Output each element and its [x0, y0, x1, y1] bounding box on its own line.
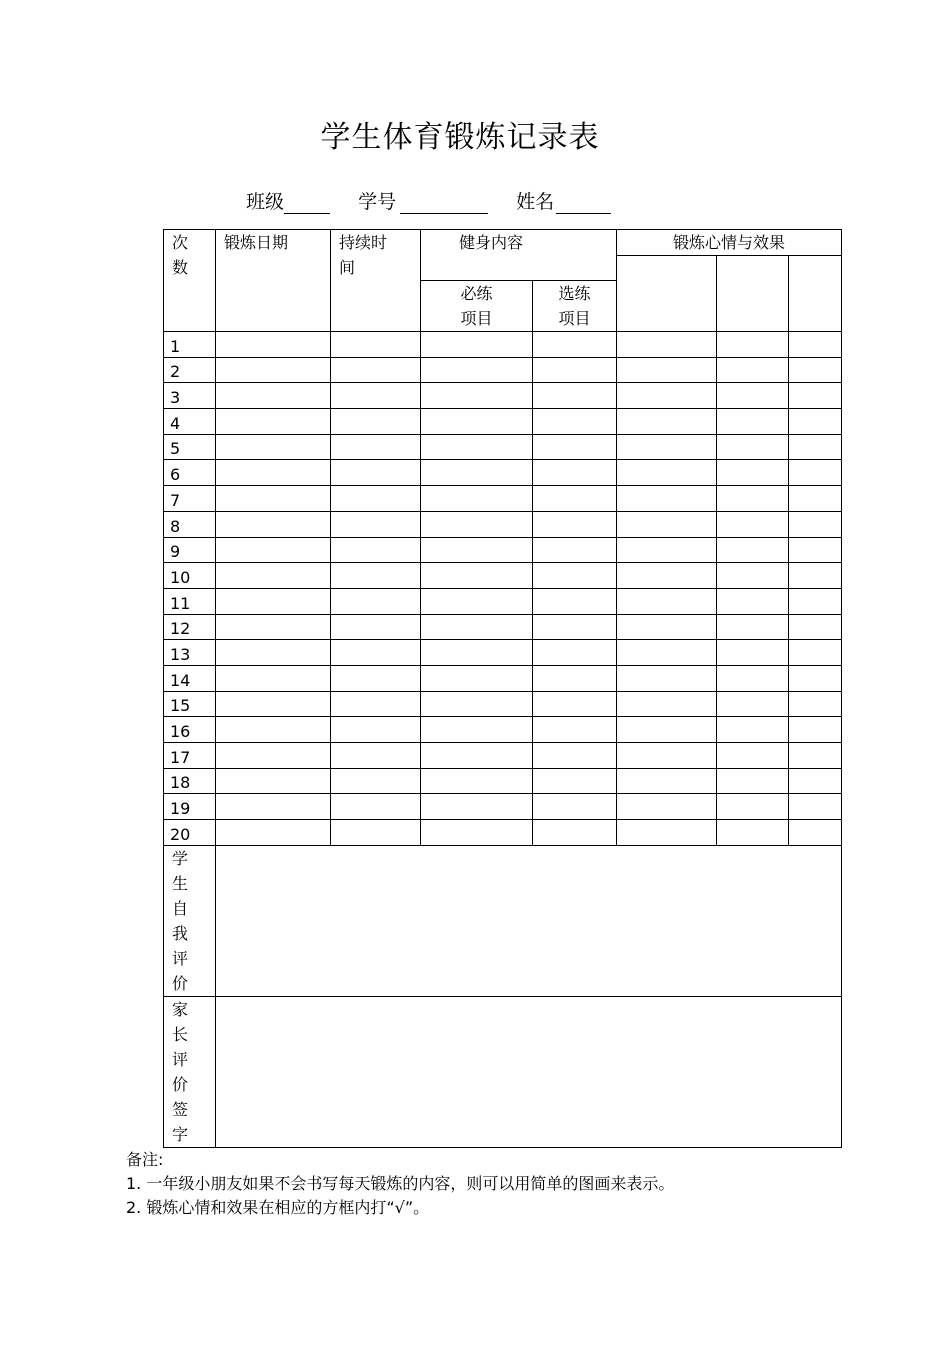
- entry-cell[interactable]: [331, 357, 421, 383]
- entry-cell[interactable]: [617, 383, 717, 409]
- table-row: [164, 665, 842, 691]
- entry-cell[interactable]: [617, 743, 717, 769]
- row-number: 13: [164, 640, 216, 666]
- entry-cell[interactable]: [617, 794, 717, 820]
- table-row: [164, 434, 842, 460]
- row-number: 2: [164, 357, 216, 383]
- table-row: [164, 691, 842, 717]
- entry-cell[interactable]: [533, 794, 617, 820]
- entry-cell[interactable]: [717, 768, 789, 794]
- entry-cell[interactable]: [717, 614, 789, 640]
- entry-cell[interactable]: [533, 665, 617, 691]
- entry-cell[interactable]: [717, 537, 789, 563]
- entry-cell[interactable]: [533, 486, 617, 512]
- entry-cell[interactable]: [216, 640, 331, 666]
- entry-cell[interactable]: [421, 820, 533, 846]
- entry-cell[interactable]: [617, 486, 717, 512]
- entry-cell[interactable]: [421, 743, 533, 769]
- header-required: 必练 项目: [421, 281, 533, 332]
- entry-cell[interactable]: [533, 409, 617, 435]
- entry-cell[interactable]: [331, 460, 421, 486]
- entry-cell[interactable]: [331, 537, 421, 563]
- entry-cell[interactable]: [617, 820, 717, 846]
- row-number: 18: [164, 768, 216, 794]
- entry-cell[interactable]: [216, 357, 331, 383]
- entry-cell[interactable]: [789, 460, 842, 486]
- table-row: [164, 537, 842, 563]
- entry-cell[interactable]: [717, 691, 789, 717]
- entry-cell[interactable]: [533, 332, 617, 358]
- student-no-field[interactable]: [400, 191, 488, 214]
- parent-eval-area[interactable]: [216, 996, 842, 1147]
- entry-cell[interactable]: [617, 537, 717, 563]
- table-row: [164, 486, 842, 512]
- entry-cell[interactable]: [533, 717, 617, 743]
- header-duration: 持续时 间: [331, 230, 421, 332]
- entry-cell[interactable]: [617, 665, 717, 691]
- entry-cell[interactable]: [421, 332, 533, 358]
- entry-cell[interactable]: [789, 717, 842, 743]
- table-row: [164, 794, 842, 820]
- entry-cell[interactable]: [789, 486, 842, 512]
- entry-cell[interactable]: [789, 511, 842, 537]
- entry-cell[interactable]: [331, 665, 421, 691]
- entry-cell[interactable]: [789, 409, 842, 435]
- entry-cell[interactable]: [717, 820, 789, 846]
- entry-cell[interactable]: [421, 486, 533, 512]
- note-item-1: 1. 一年级小朋友如果不会书写每天锻炼的内容，则可以用简单的图画来表示。: [126, 1174, 675, 1193]
- entry-cell[interactable]: [216, 486, 331, 512]
- entry-cell[interactable]: [617, 614, 717, 640]
- entry-cell[interactable]: [533, 537, 617, 563]
- entry-cell[interactable]: [216, 332, 331, 358]
- entry-cell[interactable]: [421, 588, 533, 614]
- notes: [126, 1148, 674, 1220]
- entry-cell[interactable]: [216, 665, 331, 691]
- entry-cell[interactable]: [533, 614, 617, 640]
- entry-cell[interactable]: [421, 563, 533, 589]
- table-row: [164, 717, 842, 743]
- row-number: 3: [164, 383, 216, 409]
- entry-cell[interactable]: [617, 357, 717, 383]
- entry-cell[interactable]: [331, 434, 421, 460]
- table-row: [164, 357, 842, 383]
- entry-cell[interactable]: [216, 820, 331, 846]
- entry-cell[interactable]: [216, 383, 331, 409]
- entry-cell[interactable]: [331, 691, 421, 717]
- entry-cell[interactable]: [717, 665, 789, 691]
- entry-cell[interactable]: [533, 434, 617, 460]
- entry-cell[interactable]: [789, 383, 842, 409]
- entry-cell[interactable]: [421, 691, 533, 717]
- student-no-label: 学号: [358, 191, 397, 213]
- entry-cell[interactable]: [421, 768, 533, 794]
- parent-eval-row: [164, 996, 842, 1147]
- row-number: 14: [164, 665, 216, 691]
- entry-cell[interactable]: [421, 434, 533, 460]
- row-number: 17: [164, 743, 216, 769]
- table-row: [164, 332, 842, 358]
- entry-cell[interactable]: [421, 409, 533, 435]
- self-eval-label: 学 生 自 我 评 价: [164, 845, 216, 996]
- entry-cell[interactable]: [617, 460, 717, 486]
- table-row: [164, 409, 842, 435]
- row-number: 8: [164, 511, 216, 537]
- entry-cell[interactable]: [421, 357, 533, 383]
- entry-cell[interactable]: [533, 460, 617, 486]
- entry-cell[interactable]: [717, 486, 789, 512]
- entry-cell[interactable]: [533, 768, 617, 794]
- entry-cell[interactable]: [717, 357, 789, 383]
- entry-cell[interactable]: [717, 563, 789, 589]
- table-row: [164, 588, 842, 614]
- entry-cell[interactable]: [421, 717, 533, 743]
- entry-cell[interactable]: [617, 588, 717, 614]
- entry-cell[interactable]: [533, 640, 617, 666]
- entry-cell[interactable]: [216, 614, 331, 640]
- entry-cell[interactable]: [717, 640, 789, 666]
- mood-cell-c[interactable]: [789, 256, 842, 332]
- entry-cell[interactable]: [533, 691, 617, 717]
- row-number: 15: [164, 691, 216, 717]
- entry-cell[interactable]: [717, 434, 789, 460]
- entry-cell[interactable]: [331, 563, 421, 589]
- entry-cell[interactable]: [789, 434, 842, 460]
- entry-cell[interactable]: [216, 768, 331, 794]
- entry-cell[interactable]: [331, 794, 421, 820]
- row-number: 1: [164, 332, 216, 358]
- row-number: 6: [164, 460, 216, 486]
- entry-cell[interactable]: [331, 717, 421, 743]
- entry-cell[interactable]: [717, 460, 789, 486]
- entry-cell[interactable]: [789, 357, 842, 383]
- table-row: [164, 563, 842, 589]
- entry-cell[interactable]: [216, 691, 331, 717]
- entry-cell[interactable]: [216, 794, 331, 820]
- entry-cell[interactable]: [331, 768, 421, 794]
- entry-cell[interactable]: [789, 640, 842, 666]
- entry-cell[interactable]: [421, 460, 533, 486]
- self-eval-area[interactable]: [216, 845, 842, 996]
- entry-cell[interactable]: [617, 768, 717, 794]
- mood-cell-b[interactable]: [717, 256, 789, 332]
- entry-cell[interactable]: [789, 794, 842, 820]
- entry-cell[interactable]: [331, 332, 421, 358]
- page-title: 学生体育锻炼记录表: [320, 120, 600, 155]
- entry-cell[interactable]: [216, 460, 331, 486]
- row-number: 10: [164, 563, 216, 589]
- row-number: 7: [164, 486, 216, 512]
- name-label: 姓名: [516, 191, 555, 213]
- entry-cell[interactable]: [331, 588, 421, 614]
- entry-cell[interactable]: [717, 588, 789, 614]
- entry-cell[interactable]: [789, 332, 842, 358]
- entry-cell[interactable]: [617, 640, 717, 666]
- table-row: [164, 768, 842, 794]
- entry-cell[interactable]: [216, 588, 331, 614]
- row-number: 9: [164, 537, 216, 563]
- entry-cell[interactable]: [617, 691, 717, 717]
- name-field[interactable]: [556, 191, 611, 214]
- note-item-2: 2. 锻炼心情和效果在相应的方框内打“√”。: [126, 1198, 430, 1217]
- class-label: 班级: [246, 191, 285, 213]
- entry-cell[interactable]: [533, 511, 617, 537]
- table-row: [164, 640, 842, 666]
- entry-cell[interactable]: [533, 820, 617, 846]
- notes-heading: 备注:: [126, 1150, 164, 1169]
- entry-cell[interactable]: [421, 537, 533, 563]
- entry-cell[interactable]: [421, 383, 533, 409]
- entry-cell[interactable]: [717, 409, 789, 435]
- entry-cell[interactable]: [421, 640, 533, 666]
- row-number: 5: [164, 434, 216, 460]
- entry-cell[interactable]: [717, 794, 789, 820]
- entry-cell[interactable]: [331, 486, 421, 512]
- entry-cell[interactable]: [216, 434, 331, 460]
- entry-cell[interactable]: [533, 383, 617, 409]
- entry-cell[interactable]: [789, 614, 842, 640]
- table-row: [164, 511, 842, 537]
- entry-cell[interactable]: [717, 332, 789, 358]
- entry-cell[interactable]: [533, 743, 617, 769]
- entry-cell[interactable]: [421, 614, 533, 640]
- entry-cell[interactable]: [789, 820, 842, 846]
- entry-cell[interactable]: [789, 563, 842, 589]
- header-date: 锻炼日期: [216, 230, 331, 332]
- entry-cell[interactable]: [331, 409, 421, 435]
- entry-cell[interactable]: [533, 357, 617, 383]
- entry-cell[interactable]: [717, 383, 789, 409]
- entry-cell[interactable]: [789, 743, 842, 769]
- entry-cell[interactable]: [216, 511, 331, 537]
- entry-cell[interactable]: [533, 563, 617, 589]
- row-number: 11: [164, 588, 216, 614]
- header-content: 健身内容: [421, 230, 617, 281]
- row-number: 19: [164, 794, 216, 820]
- table-row: [164, 614, 842, 640]
- record-table: [163, 229, 842, 1148]
- entry-cell[interactable]: [331, 614, 421, 640]
- parent-eval-label: 家 长 评 价 签 字: [164, 996, 216, 1147]
- class-field[interactable]: [284, 191, 330, 214]
- entry-cell[interactable]: [717, 717, 789, 743]
- entry-cell[interactable]: [331, 511, 421, 537]
- table-row: [164, 460, 842, 486]
- row-number: 16: [164, 717, 216, 743]
- self-eval-row: [164, 845, 842, 996]
- row-number: 4: [164, 409, 216, 435]
- entry-cell[interactable]: [789, 588, 842, 614]
- entry-cell[interactable]: [421, 794, 533, 820]
- table-row: [164, 743, 842, 769]
- entry-cell[interactable]: [789, 691, 842, 717]
- entry-cell[interactable]: [617, 563, 717, 589]
- entry-cell[interactable]: [617, 434, 717, 460]
- entry-cell[interactable]: [617, 409, 717, 435]
- entry-cell[interactable]: [216, 717, 331, 743]
- header-mood: 锻炼心情与效果: [617, 230, 842, 256]
- table-row: [164, 820, 842, 846]
- entry-cell[interactable]: [617, 717, 717, 743]
- entry-cell[interactable]: [789, 768, 842, 794]
- entry-cell[interactable]: [216, 409, 331, 435]
- entry-cell[interactable]: [421, 511, 533, 537]
- entry-cell[interactable]: [717, 743, 789, 769]
- entry-cell[interactable]: [216, 563, 331, 589]
- entry-cell[interactable]: [216, 537, 331, 563]
- entry-cell[interactable]: [331, 383, 421, 409]
- entry-cell[interactable]: [421, 665, 533, 691]
- entry-cell[interactable]: [789, 665, 842, 691]
- header-optional: 选练 项目: [533, 281, 617, 332]
- entry-cell[interactable]: [717, 511, 789, 537]
- header-count: 次 数: [164, 230, 216, 332]
- entry-cell[interactable]: [216, 743, 331, 769]
- table-row: [164, 383, 842, 409]
- entry-cell[interactable]: [617, 332, 717, 358]
- entry-cell[interactable]: [617, 511, 717, 537]
- student-info: [246, 187, 611, 214]
- row-number: 12: [164, 614, 216, 640]
- mood-cell-a[interactable]: [617, 256, 717, 332]
- entry-cell[interactable]: [331, 820, 421, 846]
- entry-cell[interactable]: [533, 588, 617, 614]
- entry-cell[interactable]: [789, 537, 842, 563]
- entry-cell[interactable]: [331, 743, 421, 769]
- row-number: 20: [164, 820, 216, 846]
- entry-cell[interactable]: [331, 640, 421, 666]
